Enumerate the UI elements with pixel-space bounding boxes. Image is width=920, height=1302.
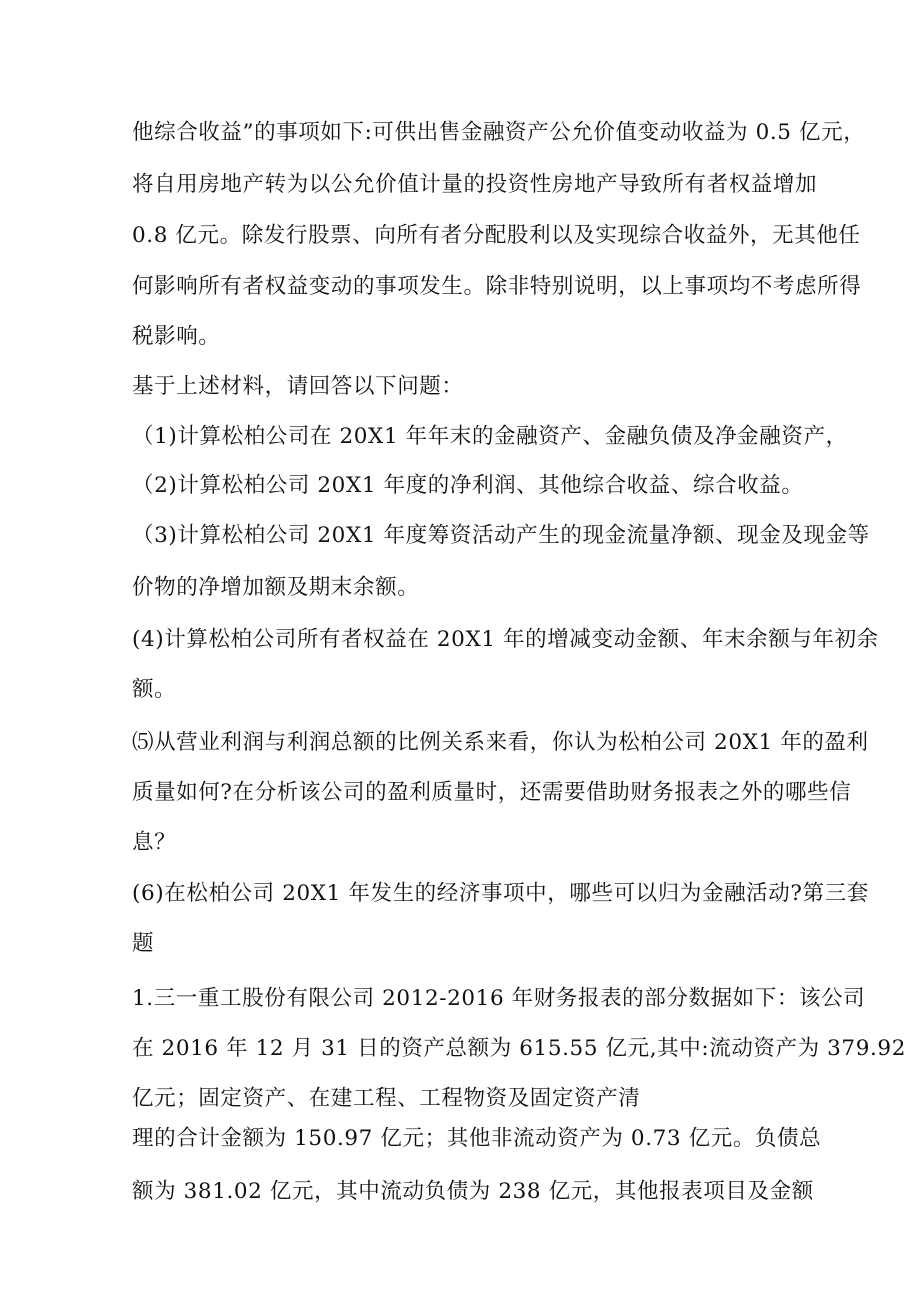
text-line: 额。 [132, 677, 177, 702]
text-line: 0.8 亿元。除发行股票、向所有者分配股利以及实现综合收益外，无其他任 [132, 223, 861, 248]
text-line: 在 2016 年 12 月 31 日的资产总额为 615.55 亿元,其中:流动资产为 379.92 [132, 1036, 906, 1061]
question-set-3-item-1: 1.三一重工股份有限公司 2012-2016 年财务报表的部分数据如下：该公司 [132, 986, 866, 1011]
text-line: 价物的净增加额及期末余额。 [132, 575, 420, 600]
text-line: 将自用房地产转为以公允价值计量的投资性房地产导致所有者权益增加 [132, 172, 818, 197]
text-line: 亿元；固定资产、在建工程、工程物资及固定资产清 [132, 1086, 641, 1111]
question-6: (6)在松柏公司 20X1 年发生的经济事项中，哪些可以归为金融活动?第三套 [132, 881, 869, 906]
text-line: 基于上述材料，请回答以下问题： [132, 374, 464, 399]
text-line: 质量如何?在分析该公司的盈利质量时，还需要借助财务报表之外的哪些信 [132, 780, 852, 805]
question-4: (4)计算松柏公司所有者权益在 20X1 年的增减变动金额、年末余额与年初余 [132, 627, 879, 652]
question-1: （1)计算松柏公司在 20X1 年年末的金融资产、金融负债及净金融资产， [132, 424, 848, 449]
text-line: 额为 381.02 亿元，其中流动负债为 238 亿元，其他报表项目及金额 [132, 1179, 814, 1204]
question-5: ⑸从营业利润与利润总额的比例关系来看，你认为松柏公司 20X1 年的盈利 [132, 730, 869, 755]
text-line: 息？ [132, 830, 177, 855]
text-line: 理的合计金额为 150.97 亿元；其他非流动资产为 0.73 亿元。负债总 [132, 1126, 822, 1151]
text-line: 他综合收益”的事项如下:可供出售金融资产公允价值变动收益为 0.5 亿元， [132, 120, 866, 145]
question-3: （3)计算松柏公司 20X1 年度筹资活动产生的现金流量净额、现金及现金等 [132, 523, 870, 548]
question-2: （2)计算松柏公司 20X1 年度的净利润、其他综合收益、综合收益。 [132, 473, 804, 498]
text-line: 税影响。 [132, 324, 221, 349]
text-line: 何影响所有者权益变动的事项发生。除非特别说明，以上事项均不考虑所得 [132, 274, 862, 299]
text-line: 题 [132, 931, 155, 956]
